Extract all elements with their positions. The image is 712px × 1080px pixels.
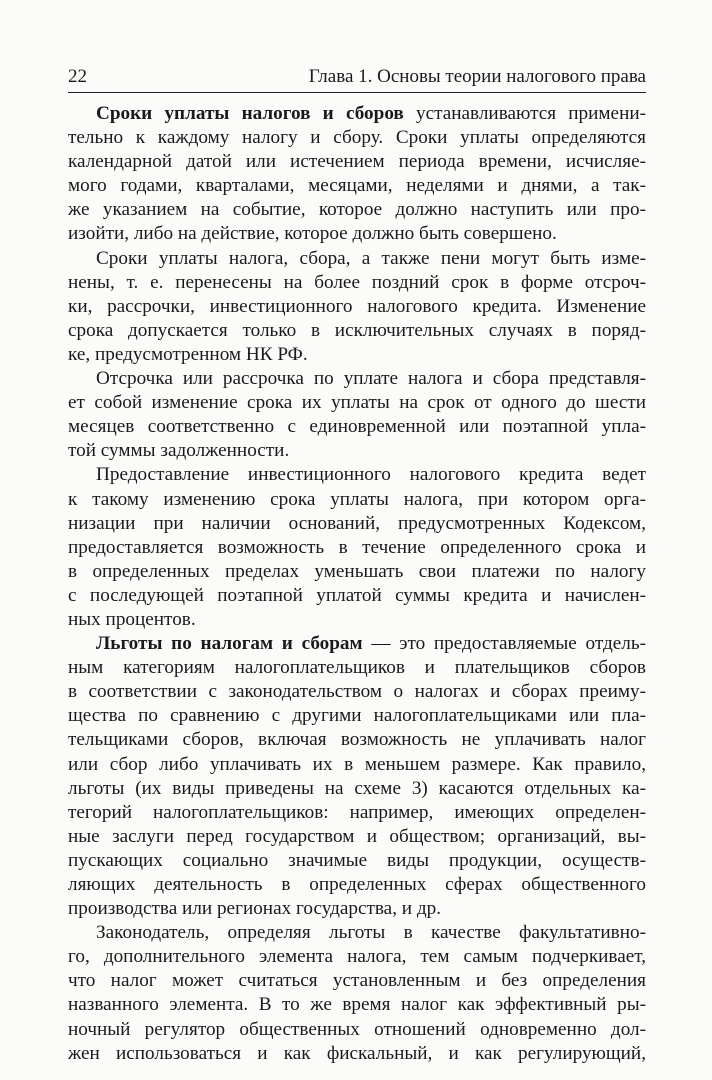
line-text: ным категориям налогоплательщиков и плательщиков сборов xyxy=(68,657,646,679)
line-text: месяцев соответственно с единовременной или поэтапной упла- xyxy=(68,416,646,438)
line-text: названного элемента. В то же время налог как эффективный ры- xyxy=(68,994,646,1016)
text-line xyxy=(68,271,646,295)
running-header xyxy=(68,66,646,93)
text-line xyxy=(68,777,646,801)
line-text: или сбор либо уплачивать их в меньшем размере. Как правило, xyxy=(68,753,646,775)
text-line xyxy=(68,560,646,584)
chapter-title: Глава 1. Основы теории налогового права xyxy=(308,66,646,87)
body-text xyxy=(68,102,646,1066)
line-text: что налог может считаться установленным и без определения xyxy=(68,970,646,992)
text-line xyxy=(68,102,646,126)
text-line xyxy=(68,319,646,343)
text-line xyxy=(68,608,646,632)
line-text: мого годами, кварталами, месяцами, неделями и днями, а так- xyxy=(68,175,646,197)
text-line xyxy=(68,680,646,704)
line-text: к такому изменению срока уплаты налога, при котором орга- xyxy=(68,488,646,510)
text-line xyxy=(68,897,646,921)
line-text: ки, рассрочки, инвестиционного налогового кредита. Изменение xyxy=(68,295,646,317)
line-text: в определенных пределах уменьшать свои платежи по налогу xyxy=(68,560,646,582)
line-text: Отсрочка или рассрочка по уплате налога и сбора представля- xyxy=(96,368,646,390)
text-line xyxy=(68,126,646,150)
text-line xyxy=(68,632,646,656)
line-text: тельщиками сборов, включая возможность не уплачивать налог xyxy=(68,729,646,751)
text-line xyxy=(68,247,646,271)
line-text: го, дополнительного элемента налога, тем самым подчеркивает, xyxy=(68,946,646,968)
text-line xyxy=(68,704,646,728)
text-line xyxy=(68,993,646,1017)
line-text: тегорий налогоплательщиков: например, имеющих определен- xyxy=(68,801,646,823)
line-text: календарной датой или истечением периода времени, исчисляе- xyxy=(68,151,646,173)
text-line xyxy=(68,488,646,512)
text-line xyxy=(68,343,646,367)
line-text: той суммы задолженности. xyxy=(68,440,290,462)
line-text: нены, т. е. перенесены на более поздний срок в форме отсроч- xyxy=(68,271,646,293)
line-text: устанавливаются примени- xyxy=(403,103,646,124)
text-line xyxy=(68,198,646,222)
line-text: Предоставление инвестиционного налогового кредита ведет xyxy=(96,464,646,486)
line-text: — это предоставляемые отдель- xyxy=(362,633,646,655)
line-text: же указанием на событие, которое должно наступить или про- xyxy=(68,199,646,221)
text-line xyxy=(68,439,646,463)
line-text: ные заслуги перед государством и обществом; организаций, вы- xyxy=(68,825,646,847)
line-text: щества по сравнению с другими налогоплательщиками или пла- xyxy=(68,705,646,727)
line-text: производства или регионах государства, и др. xyxy=(68,898,442,920)
text-line xyxy=(68,391,646,415)
text-line xyxy=(68,174,646,198)
paragraph xyxy=(68,247,646,367)
paragraph xyxy=(68,367,646,463)
line-text: с последующей поэтапной уплатой суммы кредита и начислен- xyxy=(68,584,646,606)
page-number: 22 xyxy=(68,66,87,87)
line-text: низации при наличии оснований, предусмотренных Кодексом, xyxy=(68,512,646,534)
line-text: ке, предусмотренном НК РФ. xyxy=(68,343,308,365)
line-text: Сроки уплаты налога, сбора, а также пени могут быть изме- xyxy=(96,247,646,269)
line-text: ночный регулятор общественных отношений одновременно дол- xyxy=(68,1018,646,1040)
text-line xyxy=(68,536,646,560)
text-line xyxy=(68,969,646,993)
term-heading: Сроки уплаты налогов и сборов xyxy=(96,103,404,124)
text-line xyxy=(68,801,646,825)
text-line xyxy=(68,463,646,487)
line-text: срока допускается только в исключительных случаях в поряд- xyxy=(68,319,646,341)
text-line xyxy=(68,753,646,777)
text-line xyxy=(68,728,646,752)
paragraph xyxy=(68,921,646,1066)
text-line xyxy=(68,849,646,873)
text-line xyxy=(68,945,646,969)
text-line xyxy=(68,295,646,319)
text-line xyxy=(68,512,646,536)
text-line xyxy=(68,873,646,897)
text-line xyxy=(68,415,646,439)
line-text: ет собой изменение срока их уплаты на срок от одного до шести xyxy=(68,392,646,414)
term-heading: Льготы по налогам и сборам xyxy=(96,633,363,655)
text-line xyxy=(68,584,646,608)
text-line xyxy=(68,222,646,246)
line-text: в соответствии с законодательством о налогах и сборах преиму- xyxy=(68,681,646,703)
text-line xyxy=(68,921,646,945)
text-line xyxy=(68,1018,646,1042)
line-text: Законодатель, определяя льготы в качестве факультативно- xyxy=(96,922,646,944)
paragraph xyxy=(68,632,646,921)
line-text: льготы (их виды приведены на схеме 3) касаются отдельных ка- xyxy=(68,777,646,799)
line-text: изойти, либо на действие, которое должно быть совершено. xyxy=(68,223,557,245)
text-line xyxy=(68,367,646,391)
line-text: ляющих деятельность в определенных сферах общественного xyxy=(68,874,646,895)
line-text: предоставляется возможность в течение определенного срока и xyxy=(68,536,646,558)
text-line xyxy=(68,825,646,849)
text-line xyxy=(68,656,646,680)
paragraph xyxy=(68,463,646,632)
line-text: тельно к каждому налогу и сбору. Сроки уплаты определяются xyxy=(68,127,646,149)
line-text: пускающих социально значимые виды продукции, осуществ- xyxy=(68,849,646,871)
paragraph xyxy=(68,102,646,247)
line-text: жен использоваться и как фискальный, и как регулирующий, xyxy=(68,1042,646,1064)
line-text: ных процентов. xyxy=(68,608,196,630)
text-line xyxy=(68,1042,646,1066)
text-line xyxy=(68,150,646,174)
